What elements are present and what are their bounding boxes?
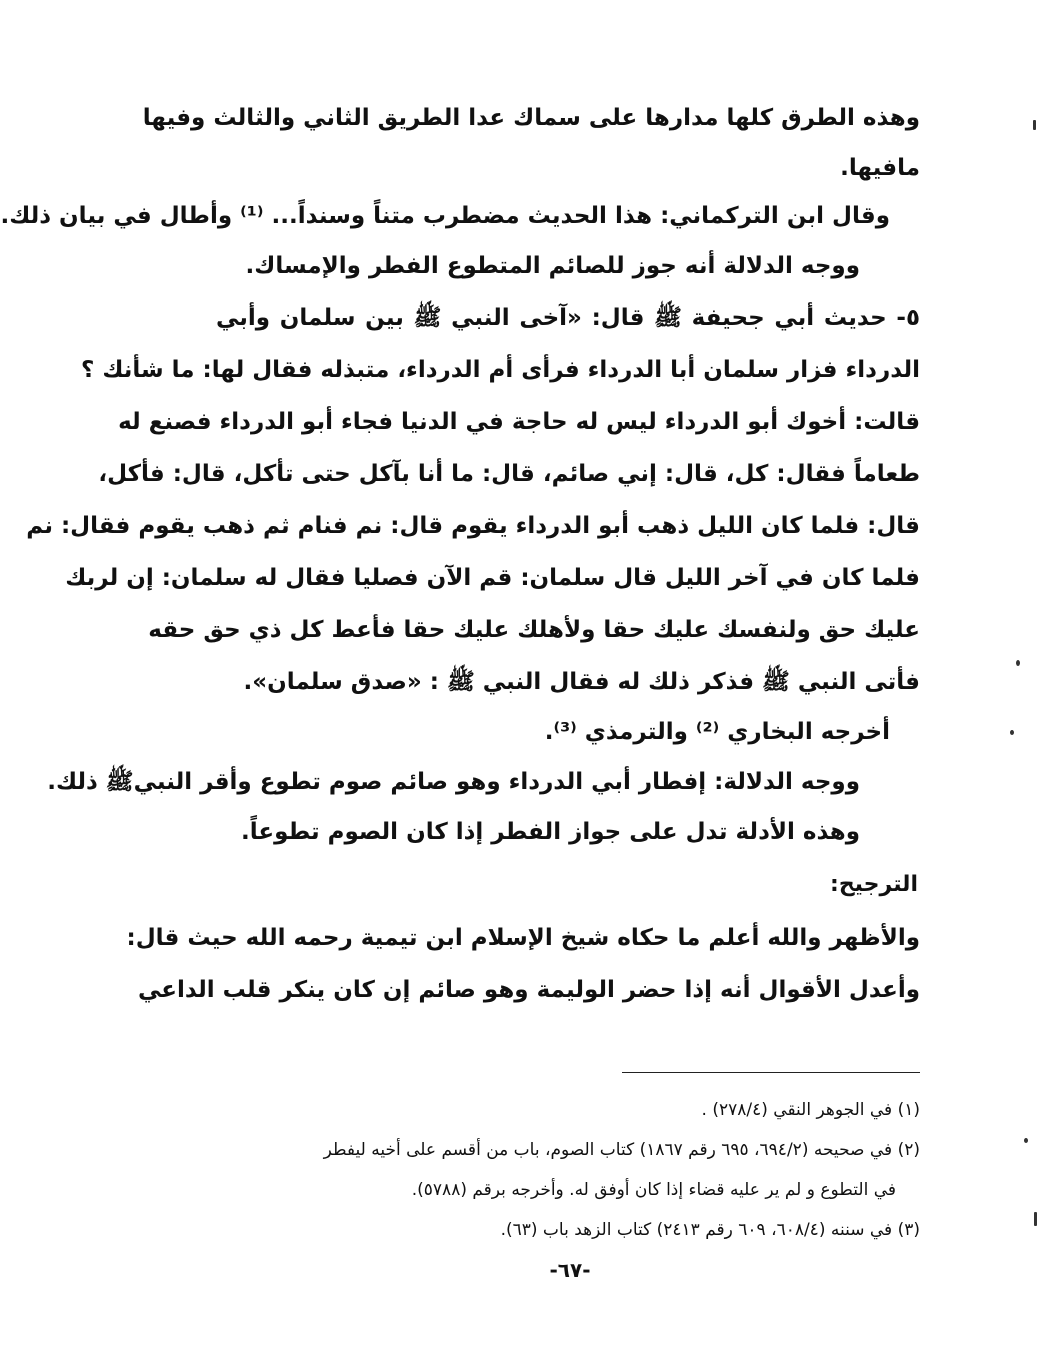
footnote-2-continued: في التطوع و لم ير عليه قضاء إذا كان أوفق له. وأخرجه برقم (٥٧٨٨).	[411, 1180, 896, 1200]
footnote-1: (١) في الجوهر النقي (٢٧٨/٤) .	[701, 1100, 920, 1120]
text-line: والأظهر والله أعلم ما حكاه شيخ الإسلام ابن تيمية رحمه الله حيث قال:	[126, 925, 920, 951]
text-line: الدرداء فزار سلمان أبا الدرداء فرأى أم الدرداء، متبذله فقال لها: ما شأنك ؟	[81, 357, 920, 383]
scan-speck	[1034, 1212, 1037, 1226]
scan-speck	[1024, 1138, 1028, 1143]
text-line: وقال ابن التركماني: هذا الحديث مضطرب متناً وسنداً... ⁽¹⁾ وأطال في بيان ذلك.	[0, 203, 890, 229]
main-text	[0, 92, 920, 856]
text-line: وهذه الأدلة تدل على جواز الفطر إذا كان الصوم تطوعاً.	[241, 819, 860, 845]
text-line: قالت: أخوك أبو الدرداء ليس له حاجة في الدنيا فجاء أبو الدرداء فصنع له	[118, 409, 920, 435]
text-line: فأتى النبي ﷺ فذكر ذلك له فقال النبي ﷺ : «صدق سلمان».	[243, 669, 920, 695]
section-heading: الترجيح:	[830, 872, 918, 897]
footnote-3: (٣) في سننه (٦٠٨/٤، ٦٠٩ رقم ٢٤١٣) كتاب الزهد باب (٦٣).	[500, 1220, 920, 1240]
text-line: ووجه الدلالة أنه جوز للصائم المتطوع الفطر والإمساك.	[245, 253, 860, 279]
page-number: -٦٧-	[549, 1258, 591, 1282]
scan-speck	[1010, 730, 1014, 735]
text-line: عليك حق ولنفسك عليك حقا ولأهلك عليك حقا فأعط كل ذي حق حقه	[148, 617, 920, 643]
footnote-2: (٢) في صحيحه (٦٩٤/٢، ٦٩٥ رقم ١٨٦٧) كتاب الصوم، باب من أقسم على أخيه ليفطر	[323, 1140, 920, 1160]
text-line: قال: فلما كان الليل ذهب أبو الدرداء يقوم قال: نم فنام ثم ذهب يقوم فقال: نم	[26, 513, 920, 539]
scan-speck	[1016, 660, 1020, 666]
scan-speck	[1033, 120, 1036, 130]
hadith-number-5: ٥- حديث أبي جحيفة ﷺ قال: «آخى النبي ﷺ بين سلمان وأبي	[216, 305, 920, 331]
text-line: ووجه الدلالة: إفطار أبي الدرداء وهو صائم صوم تطوع وأقر النبيﷺ ذلك.	[47, 769, 860, 795]
text-line: وهذه الطرق كلها مدارها على سماك عدا الطريق الثاني والثالث وفيها	[142, 105, 920, 131]
text-line: طعاماً فقال: كل، قال: إني صائم، قال: ما أنا بآكل حتى تأكل، قال: فأكل،	[98, 461, 920, 487]
footnotes	[208, 1090, 920, 1250]
text-line: وأعدل الأقوال أنه إذا حضر الوليمة وهو صائم إن كان ينكر قلب الداعي	[138, 977, 920, 1003]
tail-text	[126, 912, 920, 1016]
footnote-separator	[622, 1072, 920, 1073]
text-line: فلما كان في آخر الليل قال سلمان: قم الآن فصليا فقال له سلمان: إن لربك	[65, 565, 920, 591]
text-line: مافيها.	[840, 155, 920, 181]
citation-line: أخرجه البخاري ⁽²⁾ والترمذي ⁽³⁾.	[544, 719, 890, 745]
